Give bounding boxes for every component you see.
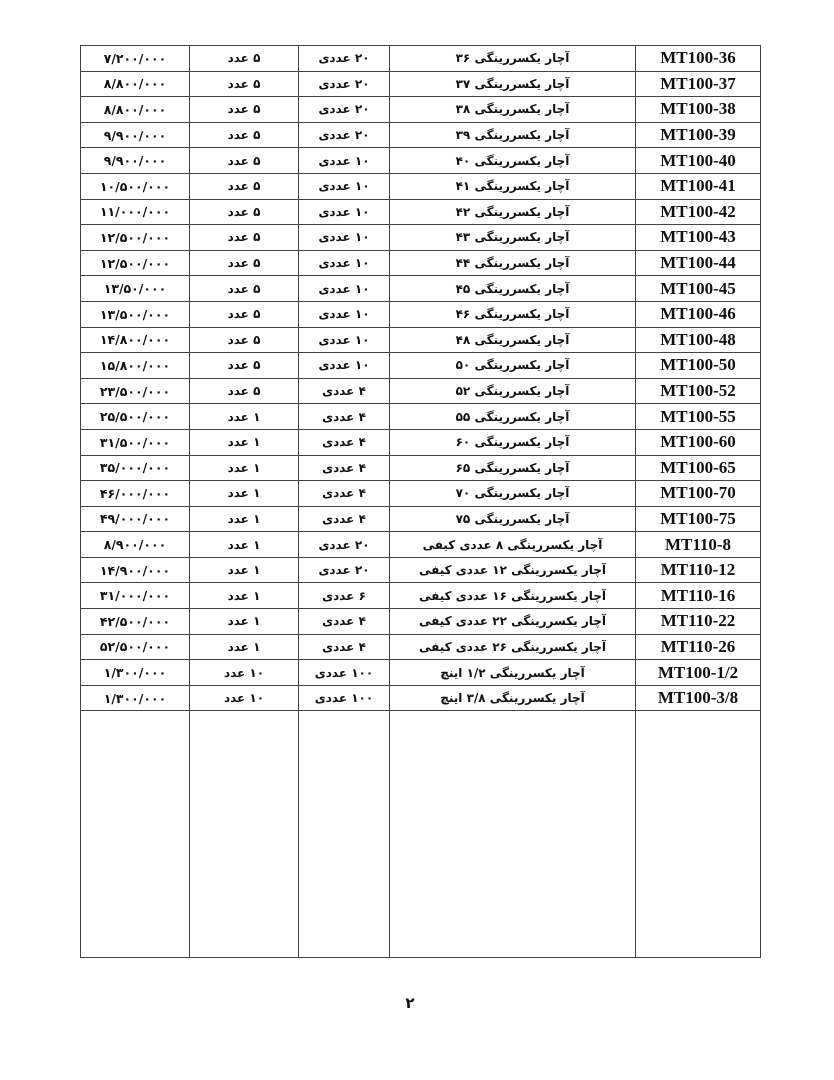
table-row (81, 148, 761, 174)
product-code-cell: MT100-36 (636, 46, 761, 72)
pack-cell: ۱۰ عددی (299, 327, 390, 353)
description-cell: آچار یکسررینگی ۶۰ (390, 429, 636, 455)
pack-cell: ۲۰ عددی (299, 532, 390, 558)
description-cell: آچار یکسررینگی ۴۱ (390, 173, 636, 199)
description-cell: آچار یکسررینگی ۵۵ (390, 404, 636, 430)
pack-cell: ۱۰۰ عددی (299, 685, 390, 711)
product-code-cell: MT100-39 (636, 122, 761, 148)
box-qty-cell: ۱ عدد (190, 506, 299, 532)
description-cell: آچار یکسررینگی ۵۲ (390, 378, 636, 404)
pack-cell: ۲۰ عددی (299, 97, 390, 123)
box-qty-cell: ۱ عدد (190, 532, 299, 558)
description-cell: آچار یکسررینگی ۱/۲ اینچ (390, 660, 636, 686)
box-qty-cell: ۱۰ عدد (190, 685, 299, 711)
pack-cell: ۲۰ عددی (299, 71, 390, 97)
pack-cell: ۱۰ عددی (299, 301, 390, 327)
box-qty-cell: ۵ عدد (190, 148, 299, 174)
box-qty-cell: ۵ عدد (190, 276, 299, 302)
price-cell: ۱۰/۵۰۰/۰۰۰ (81, 173, 190, 199)
product-code-cell: MT100-44 (636, 250, 761, 276)
price-cell: ۱۲/۵۰۰/۰۰۰ (81, 225, 190, 251)
pack-cell: ۱۰ عددی (299, 148, 390, 174)
product-code-cell: MT100-65 (636, 455, 761, 481)
box-qty-cell: ۱ عدد (190, 557, 299, 583)
price-cell: ۸/۹۰۰/۰۰۰ (81, 532, 190, 558)
product-code-cell: MT100-42 (636, 199, 761, 225)
pack-cell: ۴ عددی (299, 378, 390, 404)
pack-cell: ۱۰۰ عددی (299, 660, 390, 686)
table-row (81, 404, 761, 430)
table-row (81, 225, 761, 251)
table-row (81, 250, 761, 276)
description-cell: آچار یکسررینگی ۶۵ (390, 455, 636, 481)
table-row (81, 46, 761, 72)
price-cell: ۴۲/۵۰۰/۰۰۰ (81, 609, 190, 635)
price-cell: ۳۱/۰۰۰/۰۰۰ (81, 583, 190, 609)
price-cell: ۱۴/۸۰۰/۰۰۰ (81, 327, 190, 353)
description-cell: آچار یکسررینگی ۴۰ (390, 148, 636, 174)
price-cell: ۱۳/۵۰/۰۰۰ (81, 276, 190, 302)
description-cell: آچار یکسررینگی ۴۶ (390, 301, 636, 327)
price-cell: ۳۵/۰۰۰/۰۰۰ (81, 455, 190, 481)
description-cell: آچار یکسررینگی ۷۰ (390, 481, 636, 507)
price-cell: ۸/۸۰۰/۰۰۰ (81, 71, 190, 97)
product-code-cell: MT110-26 (636, 634, 761, 660)
price-list-body (81, 46, 761, 958)
empty-cell (390, 711, 636, 958)
price-cell: ۵۲/۵۰۰/۰۰۰ (81, 634, 190, 660)
table-row (81, 301, 761, 327)
table-row (81, 122, 761, 148)
price-cell: ۸/۸۰۰/۰۰۰ (81, 97, 190, 123)
product-code-cell: MT100-37 (636, 71, 761, 97)
product-code-cell: MT100-41 (636, 173, 761, 199)
product-code-cell: MT100-52 (636, 378, 761, 404)
description-cell: آچار یکسررینگی ۵۰ (390, 353, 636, 379)
description-cell: آچار یکسررینگی ۴۲ (390, 199, 636, 225)
table-row (81, 455, 761, 481)
box-qty-cell: ۵ عدد (190, 353, 299, 379)
table-row (81, 71, 761, 97)
table-row (81, 327, 761, 353)
product-code-cell: MT100-43 (636, 225, 761, 251)
product-code-cell: MT110-12 (636, 557, 761, 583)
description-cell: آچار یکسررینگی ۴۸ (390, 327, 636, 353)
table-row (81, 660, 761, 686)
product-code-cell: MT110-8 (636, 532, 761, 558)
product-code-cell: MT100-46 (636, 301, 761, 327)
product-code-cell: MT110-22 (636, 609, 761, 635)
pack-cell: ۲۰ عددی (299, 122, 390, 148)
product-code-cell: MT100-75 (636, 506, 761, 532)
pack-cell: ۱۰ عددی (299, 225, 390, 251)
product-code-cell: MT100-38 (636, 97, 761, 123)
box-qty-cell: ۵ عدد (190, 71, 299, 97)
price-cell: ۲۳/۵۰۰/۰۰۰ (81, 378, 190, 404)
description-cell: آچار یکسررینگی ۲۶ عددی کیفی (390, 634, 636, 660)
table-row (81, 532, 761, 558)
product-code-cell: MT100-70 (636, 481, 761, 507)
box-qty-cell: ۱ عدد (190, 455, 299, 481)
box-qty-cell: ۱ عدد (190, 404, 299, 430)
pack-cell: ۴ عددی (299, 455, 390, 481)
table-row (81, 199, 761, 225)
pack-cell: ۱۰ عددی (299, 173, 390, 199)
description-cell: آچار یکسررینگی ۴۵ (390, 276, 636, 302)
table-row (81, 276, 761, 302)
pack-cell: ۲۰ عددی (299, 46, 390, 72)
pack-cell: ۱۰ عددی (299, 353, 390, 379)
product-code-cell: MT100-40 (636, 148, 761, 174)
pack-cell: ۴ عددی (299, 404, 390, 430)
pack-cell: ۴ عددی (299, 506, 390, 532)
table-row (81, 609, 761, 635)
pack-cell: ۴ عددی (299, 481, 390, 507)
box-qty-cell: ۱ عدد (190, 583, 299, 609)
box-qty-cell: ۱ عدد (190, 609, 299, 635)
pack-cell: ۶ عددی (299, 583, 390, 609)
table-row (81, 557, 761, 583)
description-cell: آچار یکسررینگی ۲۲ عددی کیفی (390, 609, 636, 635)
price-cell: ۱/۳۰۰/۰۰۰ (81, 685, 190, 711)
description-cell: آچار یکسررینگی ۸ عددی کیفی (390, 532, 636, 558)
table-row (81, 97, 761, 123)
box-qty-cell: ۵ عدد (190, 225, 299, 251)
pack-cell: ۴ عددی (299, 634, 390, 660)
description-cell: آچار یکسررینگی ۱۲ عددی کیفی (390, 557, 636, 583)
product-code-cell: MT100-50 (636, 353, 761, 379)
pack-cell: ۴ عددی (299, 429, 390, 455)
price-cell: ۹/۹۰۰/۰۰۰ (81, 148, 190, 174)
price-cell: ۱۵/۸۰۰/۰۰۰ (81, 353, 190, 379)
table-row (81, 481, 761, 507)
price-cell: ۴۹/۰۰۰/۰۰۰ (81, 506, 190, 532)
box-qty-cell: ۱ عدد (190, 429, 299, 455)
table-row (81, 685, 761, 711)
box-qty-cell: ۱ عدد (190, 634, 299, 660)
description-cell: آچار یکسررینگی ۱۶ عددی کیفی (390, 583, 636, 609)
description-cell: آچار یکسررینگی ۴۴ (390, 250, 636, 276)
product-code-cell: MT100-1/2 (636, 660, 761, 686)
empty-table-row (81, 711, 761, 958)
box-qty-cell: ۵ عدد (190, 46, 299, 72)
description-cell: آچار یکسررینگی ۳۹ (390, 122, 636, 148)
box-qty-cell: ۵ عدد (190, 199, 299, 225)
price-cell: ۳۱/۵۰۰/۰۰۰ (81, 429, 190, 455)
price-cell: ۱۳/۵۰۰/۰۰۰ (81, 301, 190, 327)
description-cell: آچار یکسررینگی ۳۷ (390, 71, 636, 97)
box-qty-cell: ۵ عدد (190, 378, 299, 404)
price-cell: ۱/۳۰۰/۰۰۰ (81, 660, 190, 686)
empty-cell (636, 711, 761, 958)
price-cell: ۹/۹۰۰/۰۰۰ (81, 122, 190, 148)
table-row (81, 634, 761, 660)
price-list-table (80, 45, 761, 958)
box-qty-cell: ۱ عدد (190, 481, 299, 507)
empty-cell (81, 711, 190, 958)
table-row (81, 506, 761, 532)
box-qty-cell: ۵ عدد (190, 122, 299, 148)
table-row (81, 353, 761, 379)
price-cell: ۱۴/۹۰۰/۰۰۰ (81, 557, 190, 583)
description-cell: آچار یکسررینگی ۳۸ (390, 97, 636, 123)
description-cell: آچار یکسررینگی ۳۶ (390, 46, 636, 72)
box-qty-cell: ۵ عدد (190, 301, 299, 327)
product-code-cell: MT100-45 (636, 276, 761, 302)
product-code-cell: MT100-3/8 (636, 685, 761, 711)
table-row (81, 583, 761, 609)
table-row (81, 173, 761, 199)
box-qty-cell: ۵ عدد (190, 250, 299, 276)
pack-cell: ۱۰ عددی (299, 199, 390, 225)
description-cell: آچار یکسررینگی ۳/۸ اینچ (390, 685, 636, 711)
price-cell: ۲۵/۵۰۰/۰۰۰ (81, 404, 190, 430)
page-number: ۲ (405, 994, 415, 1012)
description-cell: آچار یکسررینگی ۷۵ (390, 506, 636, 532)
pack-cell: ۲۰ عددی (299, 557, 390, 583)
table-row (81, 378, 761, 404)
table-row (81, 429, 761, 455)
box-qty-cell: ۱۰ عدد (190, 660, 299, 686)
product-code-cell: MT100-48 (636, 327, 761, 353)
pack-cell: ۱۰ عددی (299, 276, 390, 302)
price-cell: ۴۶/۰۰۰/۰۰۰ (81, 481, 190, 507)
box-qty-cell: ۵ عدد (190, 97, 299, 123)
pack-cell: ۱۰ عددی (299, 250, 390, 276)
price-cell: ۱۱/۰۰۰/۰۰۰ (81, 199, 190, 225)
empty-cell (190, 711, 299, 958)
product-code-cell: MT110-16 (636, 583, 761, 609)
empty-cell (299, 711, 390, 958)
price-cell: ۷/۲۰۰/۰۰۰ (81, 46, 190, 72)
price-cell: ۱۲/۵۰۰/۰۰۰ (81, 250, 190, 276)
pack-cell: ۴ عددی (299, 609, 390, 635)
box-qty-cell: ۵ عدد (190, 327, 299, 353)
box-qty-cell: ۵ عدد (190, 173, 299, 199)
product-code-cell: MT100-60 (636, 429, 761, 455)
product-code-cell: MT100-55 (636, 404, 761, 430)
description-cell: آچار یکسررینگی ۴۳ (390, 225, 636, 251)
